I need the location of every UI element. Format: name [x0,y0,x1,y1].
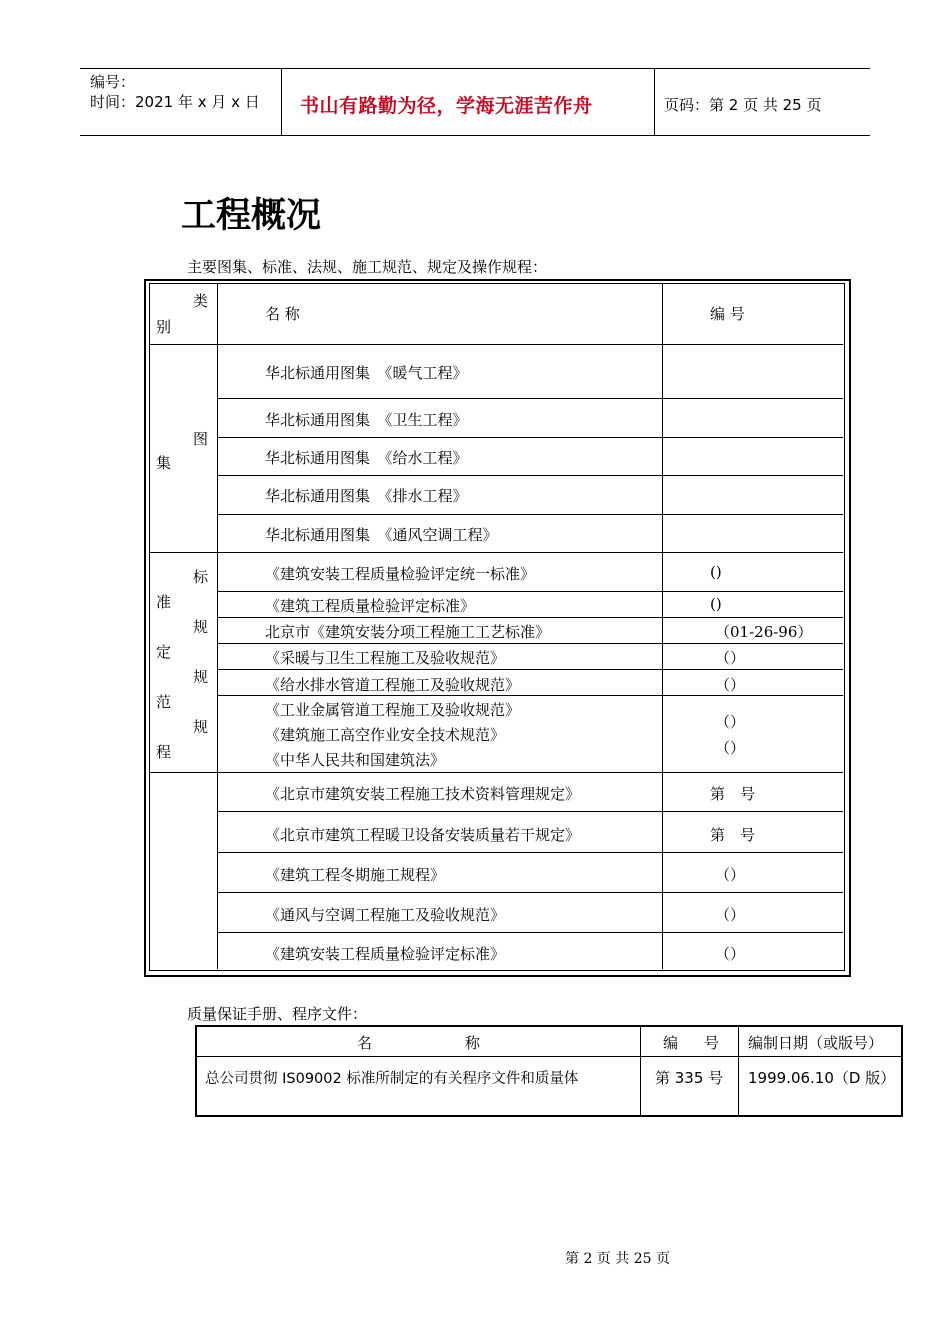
header-divider [654,68,655,136]
group-label-char: 定 [156,643,172,661]
table-row-rule [217,892,843,893]
table-row-rule [149,552,843,553]
regulation-name: 《建筑工程冬期施工规程》 [265,866,446,884]
atlas-name: 华北标通用图集 《卫生工程》 [265,411,468,429]
header-motto: 书山有路勤为径，学海无涯苦作舟 [300,95,593,117]
standard-number: （） [715,676,746,694]
document-number-label: 编号： [90,73,136,91]
quality-doc-date: 1999.06.10（D 版） [748,1069,896,1087]
standard-name: 《采暖与卫生工程施工及验收规范》 [265,649,506,667]
header-category-char: 类 [193,292,209,310]
quality-doc-name: 总公司贯彻 IS09002 标准所制定的有关程序文件和质量体 [205,1071,579,1087]
table-row-rule [217,643,843,644]
table-row-rule [217,437,843,438]
header-top-rule [80,68,870,69]
table-row-rule [217,695,843,696]
header-name-char: 称 [465,1034,481,1052]
header-divider [281,68,282,136]
atlas-name: 华北标通用图集 《通风空调工程》 [265,526,498,544]
regulation-number: （） [715,866,746,884]
table-row-rule [197,1056,901,1057]
standard-number: （） [715,739,746,757]
page-footer: 第 2 页 共 25 页 [565,1251,670,1267]
table-row-rule [217,398,843,399]
regulation-name: 《北京市建筑安装工程施工技术资料管理规定》 [265,785,581,803]
table-column-rule [640,1027,641,1115]
group-label-char: 准 [156,593,172,611]
group-label-char: 规 [193,618,209,636]
regulation-number: 第 号 [710,826,756,844]
regulation-name: 《通风与空调工程施工及验收规范》 [265,906,506,924]
header-date: 编制日期（或版号） [748,1034,884,1052]
standard-name: 《给水排水管道工程施工及验收规范》 [265,676,521,694]
atlas-name: 华北标通用图集 《给水工程》 [265,449,468,467]
quality-docs-table [195,1025,903,1117]
page-title: 工程概况 [181,196,322,236]
group-label-char: 程 [156,743,172,761]
group-label-char: 标 [193,568,209,586]
standard-name: 《建筑工程质量检验评定标准》 [265,597,476,615]
standard-number: () [710,563,722,581]
header-page-indicator: 页码：第 2 页 共 25 页 [664,96,822,114]
standard-name: 《建筑施工高空作业安全技术规范》 [265,726,506,744]
regulation-number: （） [715,945,746,963]
regulation-name: 《北京市建筑工程暖卫设备安装质量若干规定》 [265,826,581,844]
header-number-char: 号 [704,1034,720,1052]
table-row-rule [217,591,843,592]
table-row-rule [217,617,843,618]
standard-number: () [710,595,722,613]
header-name-char: 名 [357,1034,373,1052]
table-row-rule [217,669,843,670]
table-row-rule [217,475,843,476]
standard-name: 《工业金属管道工程施工及验收规范》 [265,701,521,719]
standard-number: （） [715,713,746,731]
standard-name: 北京市《建筑安装分项工程施工工艺标准》 [265,623,551,641]
atlas-name: 华北标通用图集 《暖气工程》 [265,364,468,382]
group-label-char: 集 [156,454,172,472]
standard-number: （01-26-96） [715,623,813,641]
section-caption: 主要图集、标准、法规、施工规范、规定及操作规程： [187,258,548,276]
table-row-rule [217,932,843,933]
header-number: 编 号 [710,305,745,323]
table-row-rule [217,514,843,515]
group-label-char: 范 [156,693,172,711]
table-row-rule [217,852,843,853]
table-row-rule [149,772,843,773]
group-label-char: 规 [193,718,209,736]
regulation-name: 《建筑安装工程质量检验评定标准》 [265,945,506,963]
table-column-rule [662,283,663,969]
standard-name: 《中华人民共和国建筑法》 [265,751,446,769]
quality-doc-number: 第 335 号 [655,1069,724,1087]
regulation-number: 第 号 [710,785,756,803]
document-date: 时间：2021 年 x 月 x 日 [90,93,260,111]
group-label-char: 图 [193,430,209,448]
regulation-number: （） [715,906,746,924]
standard-name: 《建筑安装工程质量检验评定统一标准》 [265,565,536,583]
quality-caption: 质量保证手册、程序文件： [187,1005,368,1023]
standard-number: （） [715,649,746,667]
table-column-rule [738,1027,739,1115]
header-bottom-rule [80,135,870,136]
header-category-char: 别 [156,318,172,336]
header-name: 名 称 [265,305,300,323]
table-row-rule [217,811,843,812]
table-column-rule [217,283,218,969]
header-number-char: 编 [663,1034,679,1052]
table-row-rule [149,344,843,345]
group-label-char: 规 [193,668,209,686]
atlas-name: 华北标通用图集 《排水工程》 [265,487,468,505]
